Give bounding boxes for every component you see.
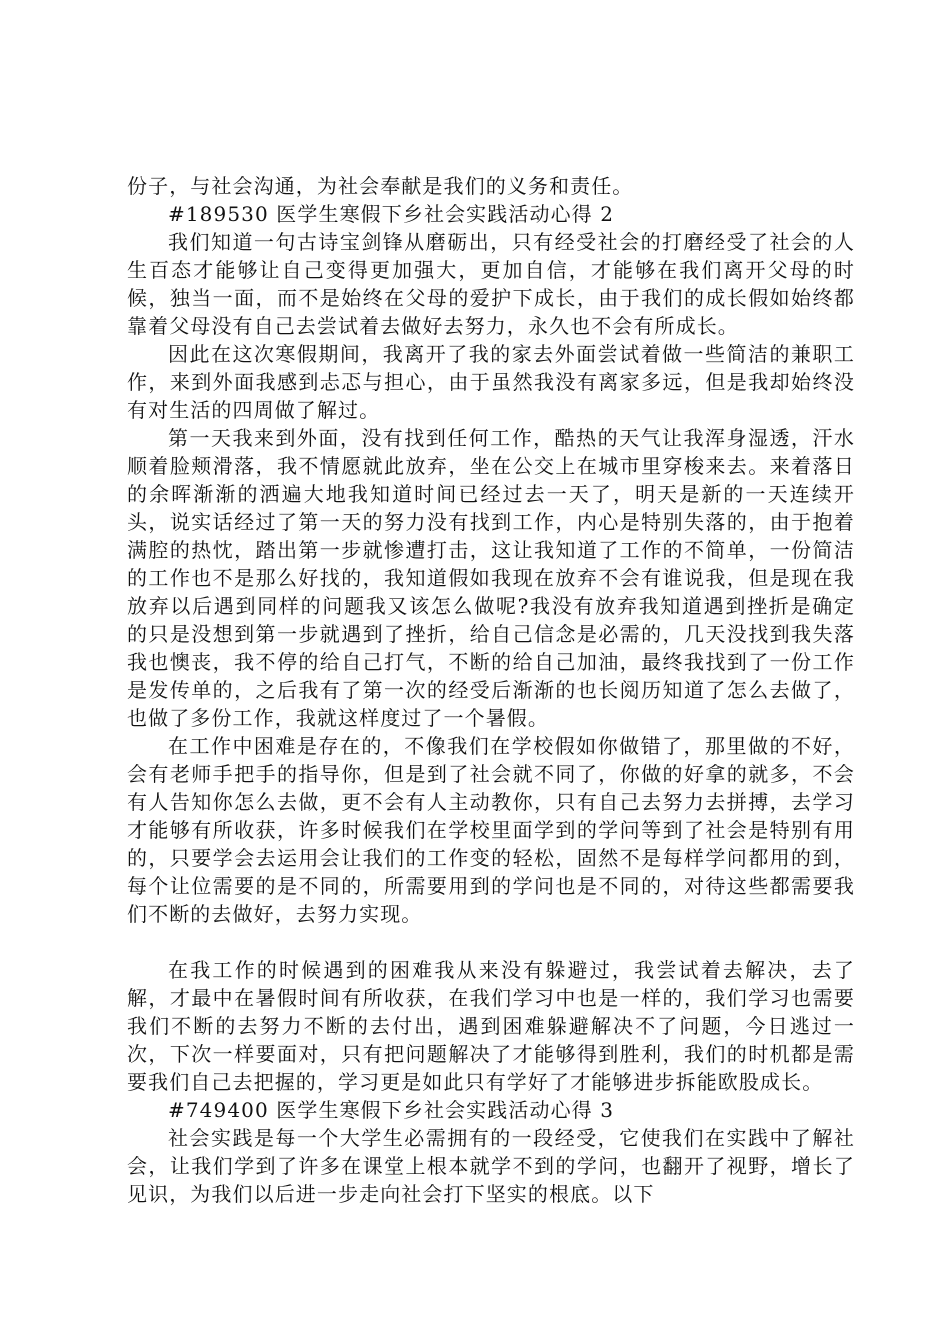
paragraph-5: 在我工作的时候遇到的困难我从来没有躲避过，我尝试着去解决，去了解，才最中在暑假时间有所收获，在我们学习中也是一样的，我们学习也需要我们不断的去努力不断的去付出，遇到困难躲避解决不了问题，今日逃过一次，下次一样要面对，只有把问题解决了才能够得到胜利，我们的时机都是需要我们自己去把握的，学习更是如此只有学好了才能够进步拆能欧股成长。: [127, 958, 855, 1094]
paragraph-3: 第一天我来到外面，没有找到任何工作，酷热的天气让我浑身湿透，汗水顺着脸颊滑落，我不情愿就此放弃，坐在公交上在城市里穿梭来去。来着落日的余晖渐渐的洒遍大地我知道时间已经过去一天了，明天是新的一天连续开头，说实话经过了第一天的努力没有找到工作，内心是特别失落的，由于抱着满腔的热忱，踏出第一步就惨遭打击，这让我知道了工作的不简单，一份简洁的工作也不是那么好找的，我知道假如我现在放弃不会有谁说我，但是现在我放弃以后遇到同样的问题我又该怎么做呢?我没有放弃我知道遇到挫折是确定的只是没想到第一步就遇到了挫折，给自己信念是必需的，几天没找到我失落我也懊丧，我不停的给自己打气，不断的给自己加油，最终我找到了一份工作是发传单的，之后我有了第一次的经受后渐渐的也长阅历知道了怎么去做了，也做了多份工作，我就这样度过了一个暑假。: [127, 426, 855, 730]
paragraph-gap: [127, 928, 855, 956]
paragraph-4: 在工作中困难是存在的，不像我们在学校假如你做错了，那里做的不好，会有老师手把手的指导你，但是到了社会就不同了，你做的好拿的就多，不会有人告知你怎么去做，更不会有人主动教你，只有自己去努力去拼搏，去学习才能够有所收获，许多时候我们在学校里面学到的学问等到了社会是特别有用的，只要学会去运用会让我们的工作变的轻松，固然不是每样学问都用的到，每个让位需要的是不同的，所需要用到的学问也是不同的，对待这些都需要我们不断的去做好，去努力实现。: [127, 734, 855, 926]
opening-line: 份子，与社会沟通，为社会奉献是我们的义务和责任。: [127, 174, 634, 198]
paragraph-2: 因此在这次寒假期间，我离开了我的家去外面尝试着做一些简洁的兼职工作，来到外面我感到忐忑与担心，由于虽然我没有离家多远，但是我却始终没有对生活的四周做了解过。: [127, 342, 855, 422]
document-body: [127, 172, 855, 1208]
section-heading-2: #189530 医学生寒假下乡社会实践活动心得 2: [168, 202, 615, 226]
paragraph-1: 我们知道一句古诗宝剑锋从磨砺出，只有经受社会的打磨经受了社会的人生百态才能够让自己变得更加强大，更加自信，才能够在我们离开父母的时候，独当一面，而不是始终在父母的爱护下成长，由于我们的成长假如始终都靠着父母没有自己去尝试着去做好去努力，永久也不会有所成长。: [127, 230, 855, 338]
section-heading-3: #749400 医学生寒假下乡社会实践活动心得 3: [168, 1098, 615, 1122]
paragraph-6: 社会实践是每一个大学生必需拥有的一段经受，它使我们在实践中了解社会，让我们学到了许多在课堂上根本就学不到的学问，也翻开了视野，增长了见识，为我们以后进一步走向社会打下坚实的根底。以下: [127, 1126, 855, 1206]
